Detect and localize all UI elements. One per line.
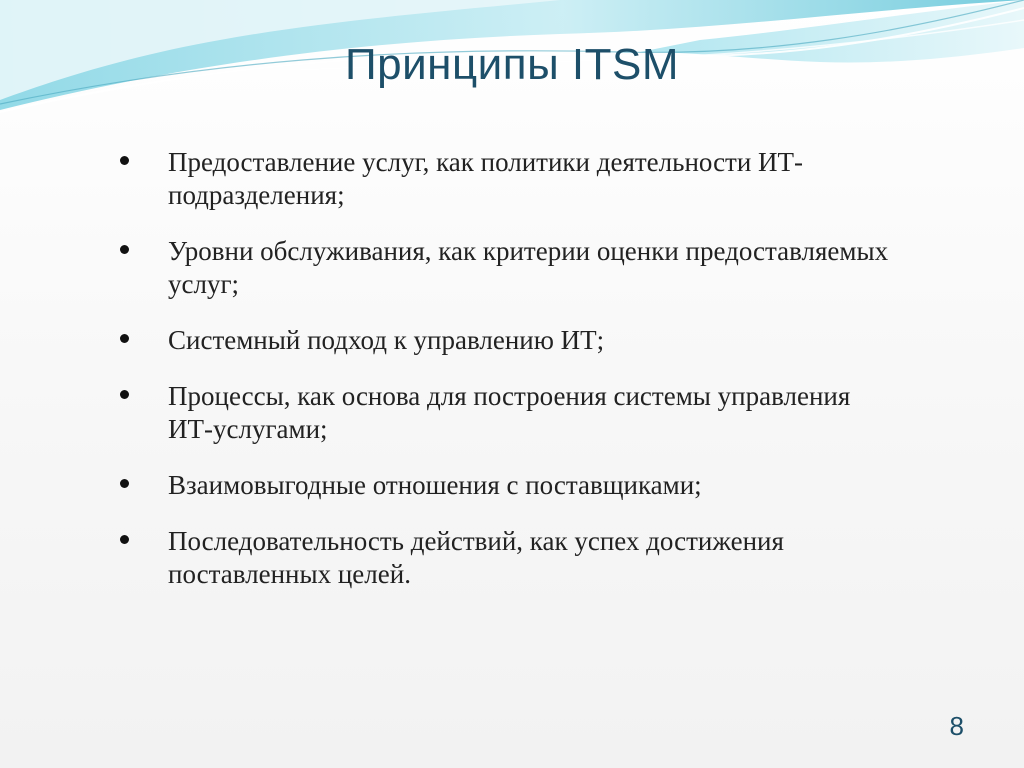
slide-title: Принципы ITSM <box>344 40 680 89</box>
bullet-item <box>118 324 898 357</box>
bullet-text: Предоставление услуг, как политики деятельности ИТ-подразделения; <box>168 147 804 210</box>
bullet-dot-icon <box>120 245 129 254</box>
bullet-text: Системный подход к управлению ИТ; <box>168 325 605 355</box>
bullet-item <box>118 469 898 502</box>
bullet-dot-icon <box>120 390 129 399</box>
bullet-text: Взаимовыгодные отношения с поставщиками; <box>168 470 702 500</box>
bullet-text: Последовательность действий, как успех достижения поставленных целей. <box>168 526 784 589</box>
bullet-item <box>118 235 898 301</box>
bullet-item <box>118 525 898 591</box>
bullet-dot-icon <box>120 479 129 488</box>
bullet-list <box>118 146 898 614</box>
bullet-text: Процессы, как основа для построения системы управления ИТ-услугами; <box>168 381 851 444</box>
bullet-dot-icon <box>120 535 129 544</box>
page-number: 8 <box>949 711 964 741</box>
bullet-item <box>118 146 898 212</box>
bullet-dot-icon <box>120 334 129 343</box>
bullet-item <box>118 380 898 446</box>
bullet-text: Уровни обслуживания, как критерии оценки предоставляемых услуг; <box>168 236 889 299</box>
bullet-dot-icon <box>120 156 129 165</box>
